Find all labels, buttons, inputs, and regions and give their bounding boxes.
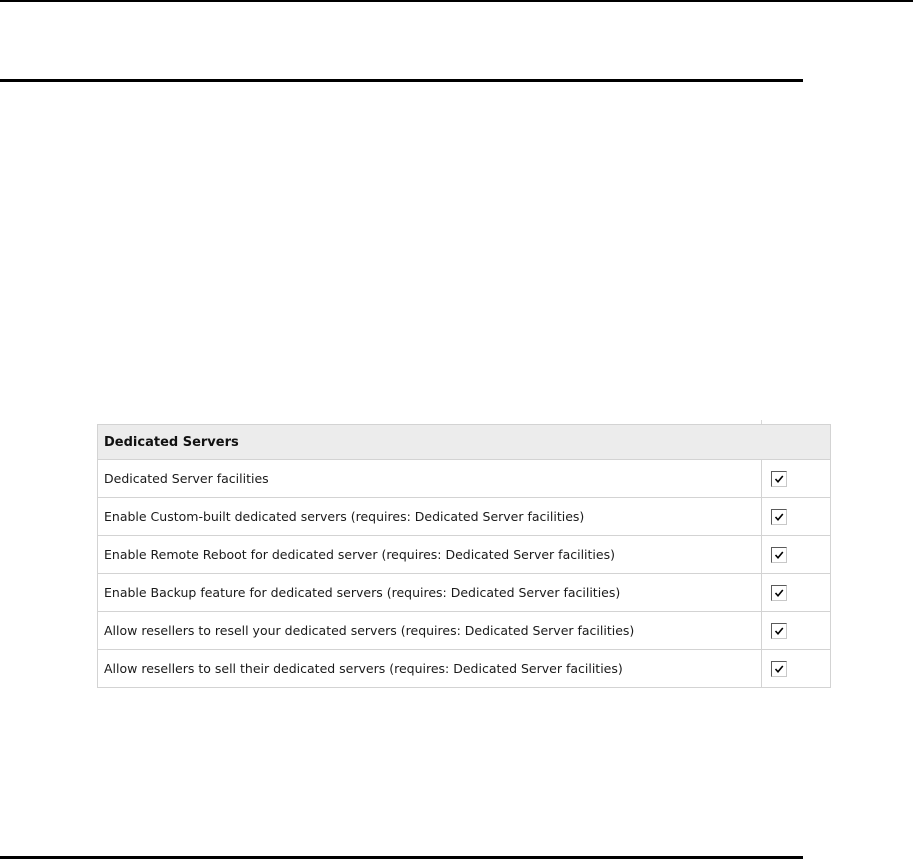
setting-label: Allow resellers to sell their dedicated servers (requires: Dedicated Server facilities) [98, 650, 762, 688]
check-icon [773, 511, 785, 523]
dedicated-servers-panel [97, 420, 830, 698]
setting-row [98, 574, 831, 612]
header-rule [0, 79, 803, 82]
setting-row [98, 536, 831, 574]
setting-checkbox[interactable] [771, 661, 787, 677]
setting-row [98, 498, 831, 536]
setting-label: Enable Custom-built dedicated servers (requires: Dedicated Server facilities) [98, 498, 762, 536]
setting-row [98, 460, 831, 498]
section-title: Dedicated Servers [98, 425, 831, 460]
setting-checkbox[interactable] [771, 547, 787, 563]
check-icon [773, 473, 785, 485]
setting-checkbox[interactable] [771, 509, 787, 525]
section-header-row [98, 425, 831, 460]
setting-label: Enable Backup feature for dedicated servers (requires: Dedicated Server facilities) [98, 574, 762, 612]
check-icon [773, 549, 785, 561]
check-icon [773, 587, 785, 599]
check-icon [773, 663, 785, 675]
setting-row [98, 650, 831, 688]
setting-checkbox[interactable] [771, 585, 787, 601]
setting-label: Allow resellers to resell your dedicated servers (requires: Dedicated Server facilities) [98, 612, 762, 650]
setting-label: Dedicated Server facilities [98, 460, 762, 498]
setting-label: Enable Remote Reboot for dedicated server (requires: Dedicated Server facilities) [98, 536, 762, 574]
setting-row [98, 612, 831, 650]
settings-table [97, 424, 831, 688]
setting-checkbox[interactable] [771, 471, 787, 487]
top-rule [0, 0, 913, 2]
footer-rule [0, 856, 803, 859]
setting-checkbox[interactable] [771, 623, 787, 639]
check-icon [773, 625, 785, 637]
